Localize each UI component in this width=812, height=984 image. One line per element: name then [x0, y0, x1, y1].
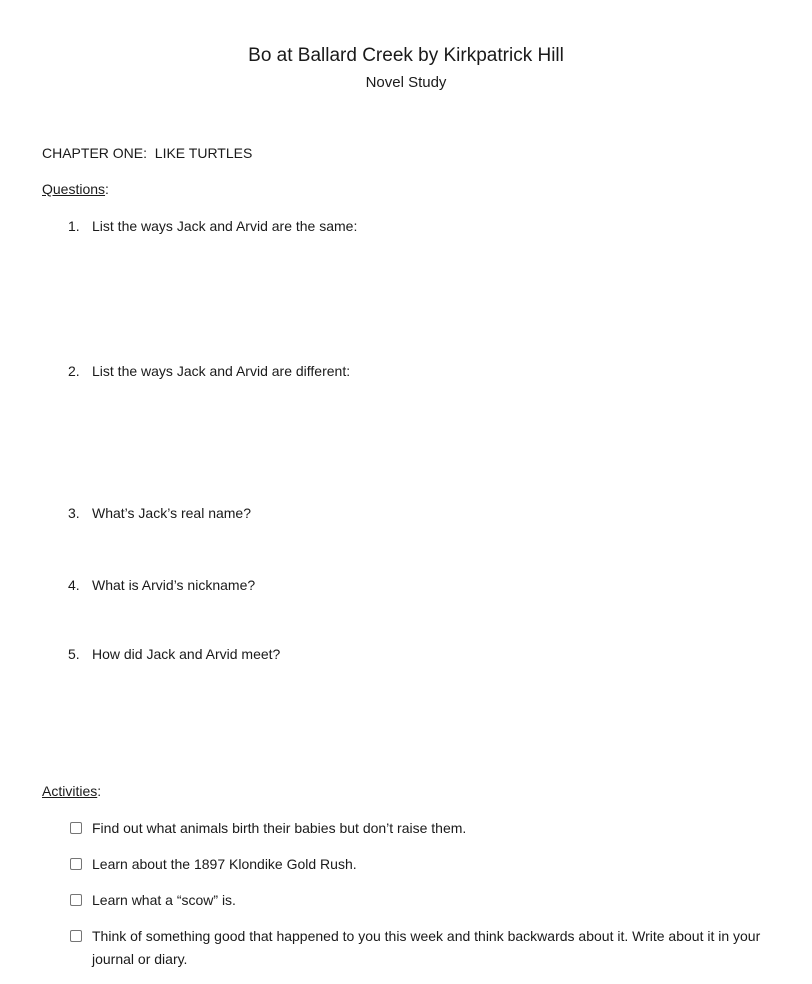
activities-label-text: Activities — [42, 783, 98, 799]
activity-item — [70, 820, 770, 837]
document-subtitle: Novel Study — [365, 74, 447, 91]
question-item — [68, 505, 770, 522]
question-text: List the ways Jack and Arvid are the same: — [92, 218, 358, 234]
question-number: 1. — [68, 218, 80, 234]
activity-text: Think of something good that happened to you this week and think backwards about it. Write about it in your journal or diary. — [92, 928, 761, 967]
question-item — [68, 218, 770, 235]
activity-item — [70, 856, 770, 873]
checkbox-icon[interactable] — [70, 858, 82, 870]
checkbox-icon[interactable] — [70, 822, 82, 834]
question-item — [68, 646, 770, 663]
question-item — [68, 363, 770, 380]
question-text: What is Arvid’s nickname? — [92, 577, 256, 593]
activity-text: Learn about the 1897 Klondike Gold Rush. — [92, 856, 357, 872]
question-text: What’s Jack’s real name? — [92, 505, 251, 521]
chapter-heading: CHAPTER ONE: LIKE TURTLES — [42, 145, 253, 161]
question-number: 2. — [68, 363, 80, 379]
activities-label-colon: : — [97, 783, 102, 799]
activity-item — [70, 892, 770, 909]
question-item — [68, 577, 770, 594]
checkbox-icon[interactable] — [70, 894, 82, 906]
question-number: 4. — [68, 577, 80, 593]
activities-checklist — [42, 820, 770, 971]
question-text: How did Jack and Arvid meet? — [92, 646, 281, 662]
document-title: Bo at Ballard Creek by Kirkpatrick Hill — [248, 45, 564, 66]
question-number: 3. — [68, 505, 80, 521]
questions-list — [42, 218, 770, 663]
questions-label-colon: : — [105, 181, 109, 197]
activity-item — [70, 928, 770, 971]
activity-text: Find out what animals birth their babies but don’t raise them. — [92, 820, 467, 836]
question-text: List the ways Jack and Arvid are different: — [92, 363, 351, 379]
activities-section-label — [42, 783, 770, 800]
questions-section-label — [42, 181, 770, 198]
checkbox-icon[interactable] — [70, 930, 82, 942]
question-number: 5. — [68, 646, 80, 662]
questions-label-text: Questions — [42, 181, 106, 197]
activity-text: Learn what a “scow” is. — [92, 892, 236, 908]
